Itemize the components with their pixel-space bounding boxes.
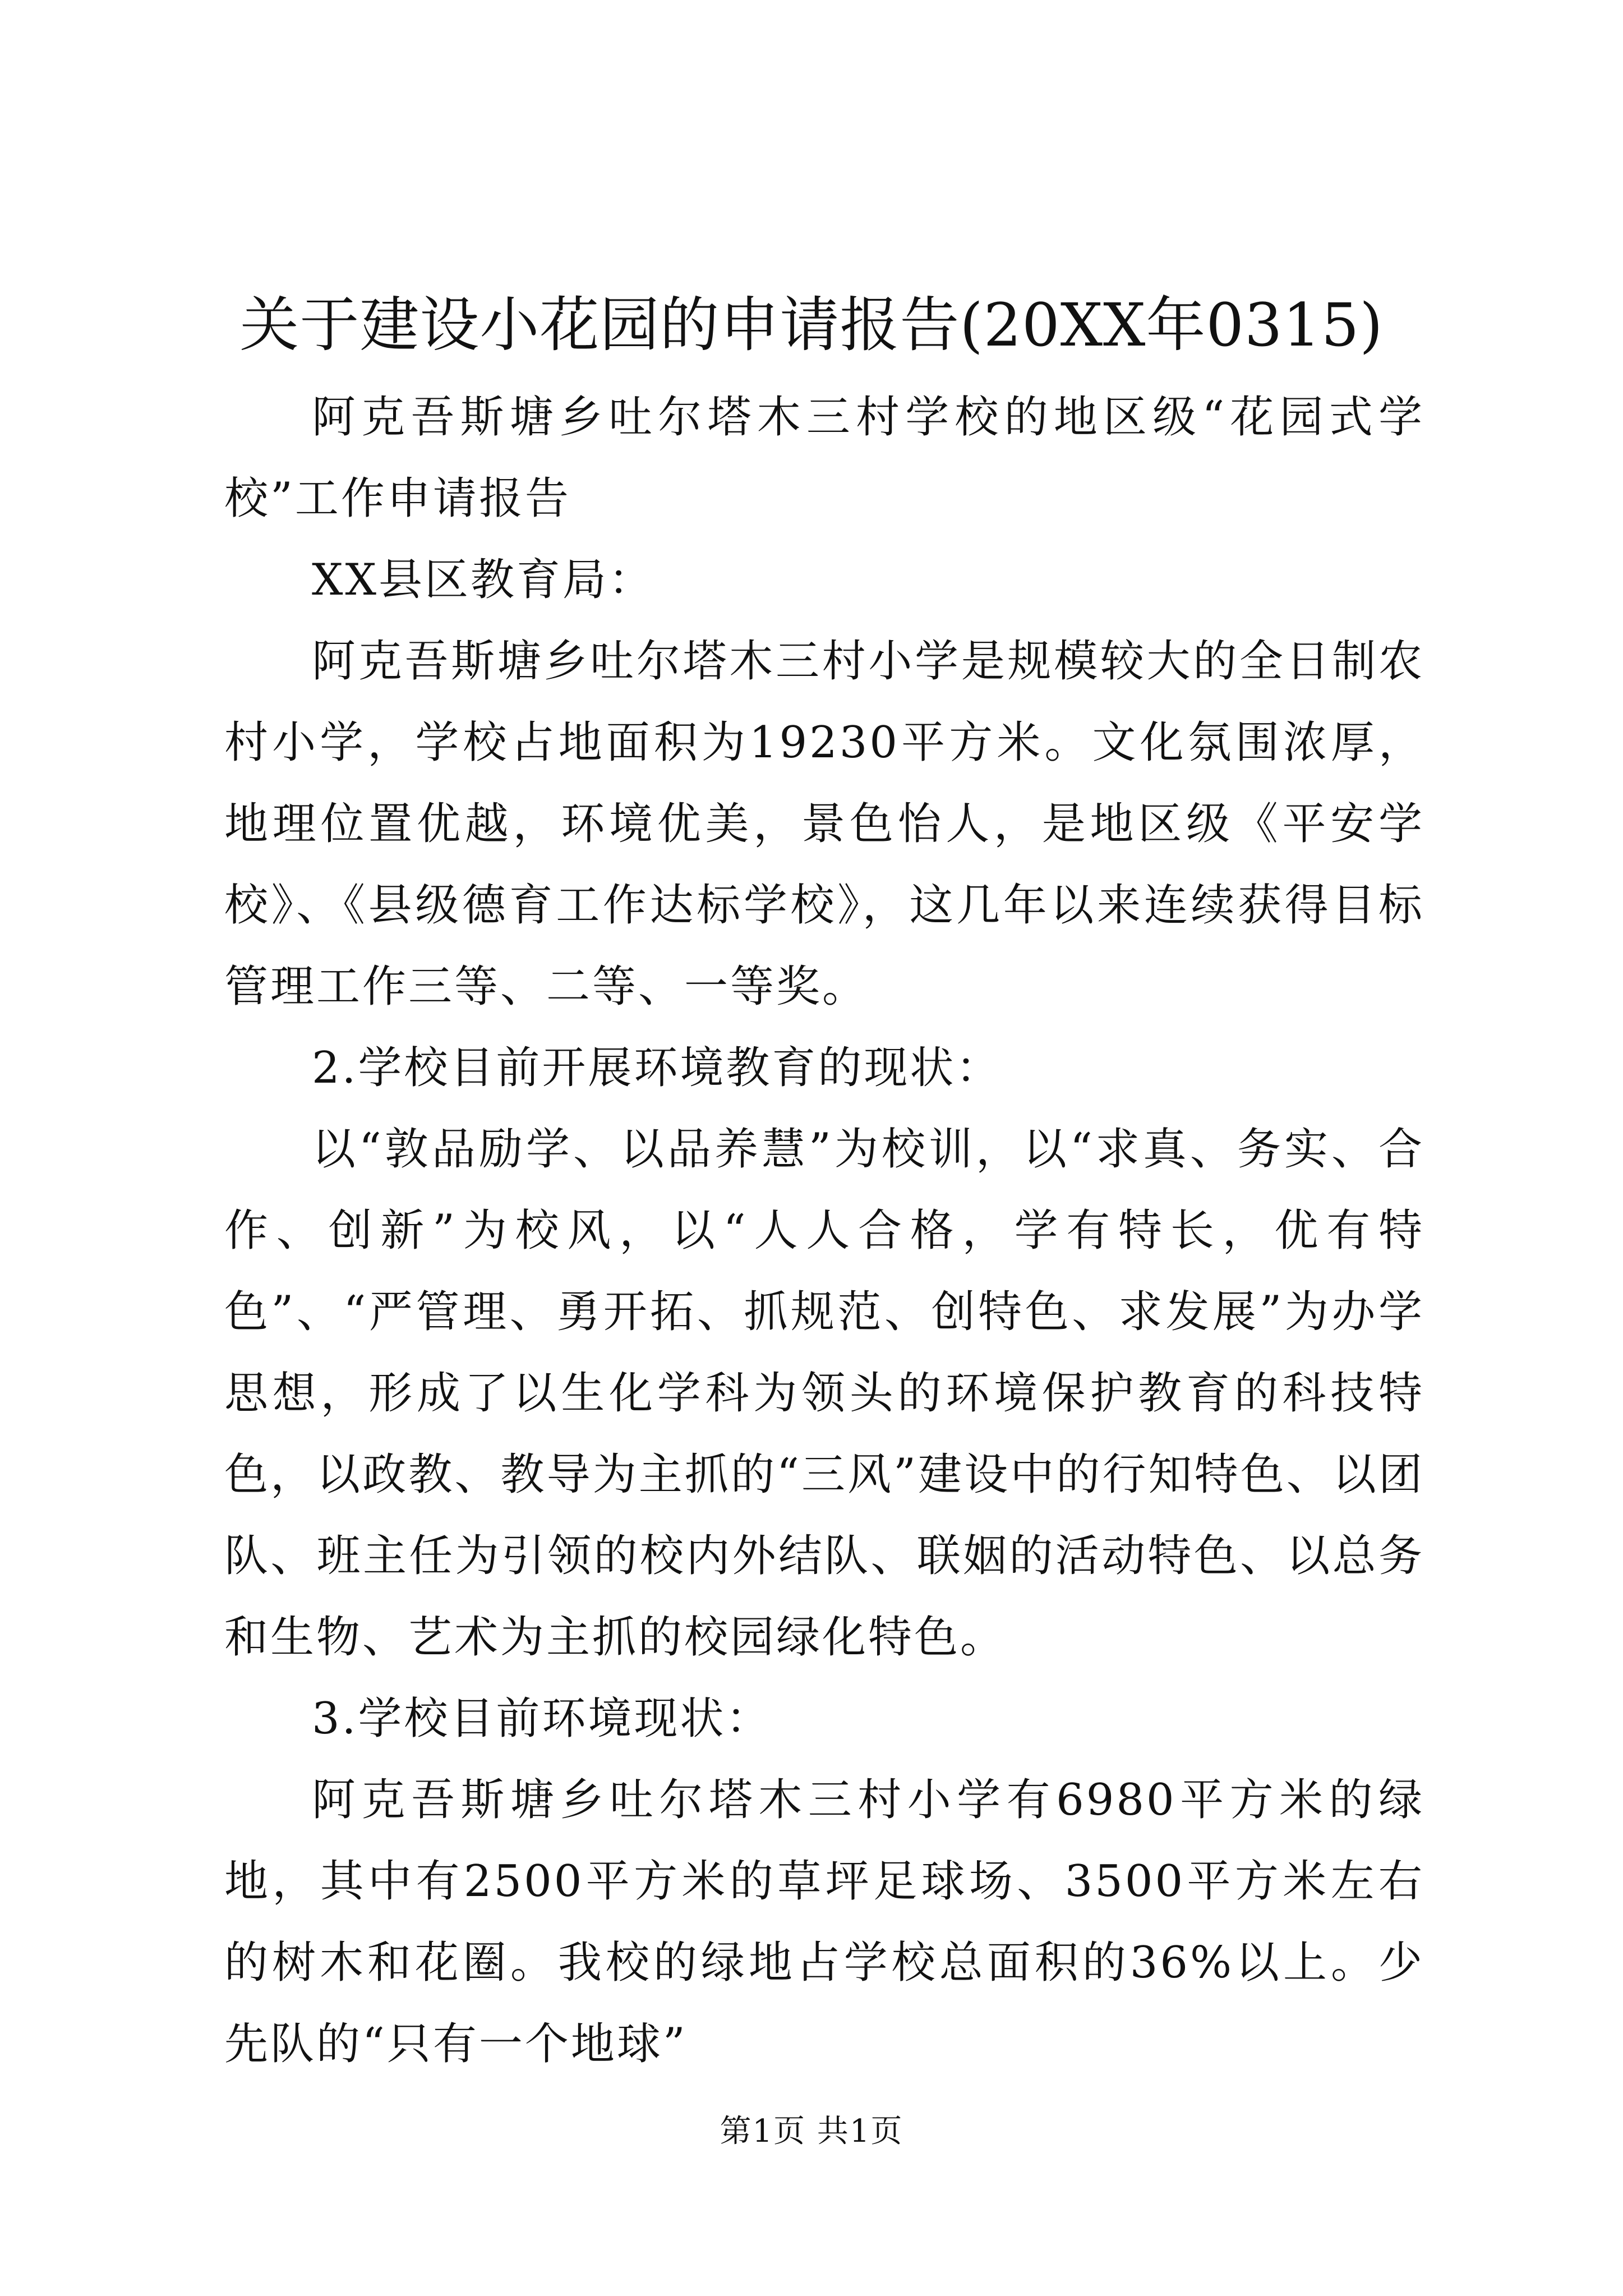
- document-title: 关于建设小花园的申请报告(20XX年0315): [239, 291, 1384, 360]
- paragraph-section-2-heading: 2.学校目前开展环境教育的现状：: [312, 1043, 1002, 1093]
- page-footer: 第1页 共1页: [720, 2113, 903, 2150]
- paragraph-school-intro: 阿克吾斯塘乡吐尔塔木三村小学是规模较大的全日制农村小学，学校占地面积为19230平方米。文化氛围浓厚，地理位置优越，环境优美，景色怡人，是地区级《平安学校》、《县级德育工作达标学校》，这几年以来连续获得目标管理工作三等、二等、一等奖。: [224, 636, 1424, 1012]
- document-body: [224, 377, 1424, 2085]
- paragraph-environment-status: 阿克吾斯塘乡吐尔塔木三村小学有6980平方米的绿地，其中有2500平方米的草坪足球场、3500平方米左右的树木和花圈。我校的绿地占学校总面积的36%以上。少先队的“只有一个地球”: [224, 1775, 1424, 2069]
- paragraph-subtitle: 阿克吾斯塘乡吐尔塔木三村学校的地区级“花园式学校”工作申请报告: [224, 392, 1424, 524]
- paragraph-education-status: 以“敦品励学、以品养慧”为校训，以“求真、务实、合作、创新”为校风，以“人人合格，学有特长，优有特色”、“严管理、勇开拓、抓规范、创特色、求发展”为办学思想，形成了以生化学科为领头的环境保护教育的科技特色，以政教、教导为主抓的“三风”建设中的行知特色、以团队、班主任为引领的校内外结队、联姻的活动特色、以总务和生物、艺术为主抓的校园绿化特色。: [224, 1124, 1424, 1663]
- paragraph-section-3-heading: 3.学校目前环境现状：: [312, 1694, 772, 1744]
- paragraph-addressee: XX县区教育局：: [312, 555, 655, 605]
